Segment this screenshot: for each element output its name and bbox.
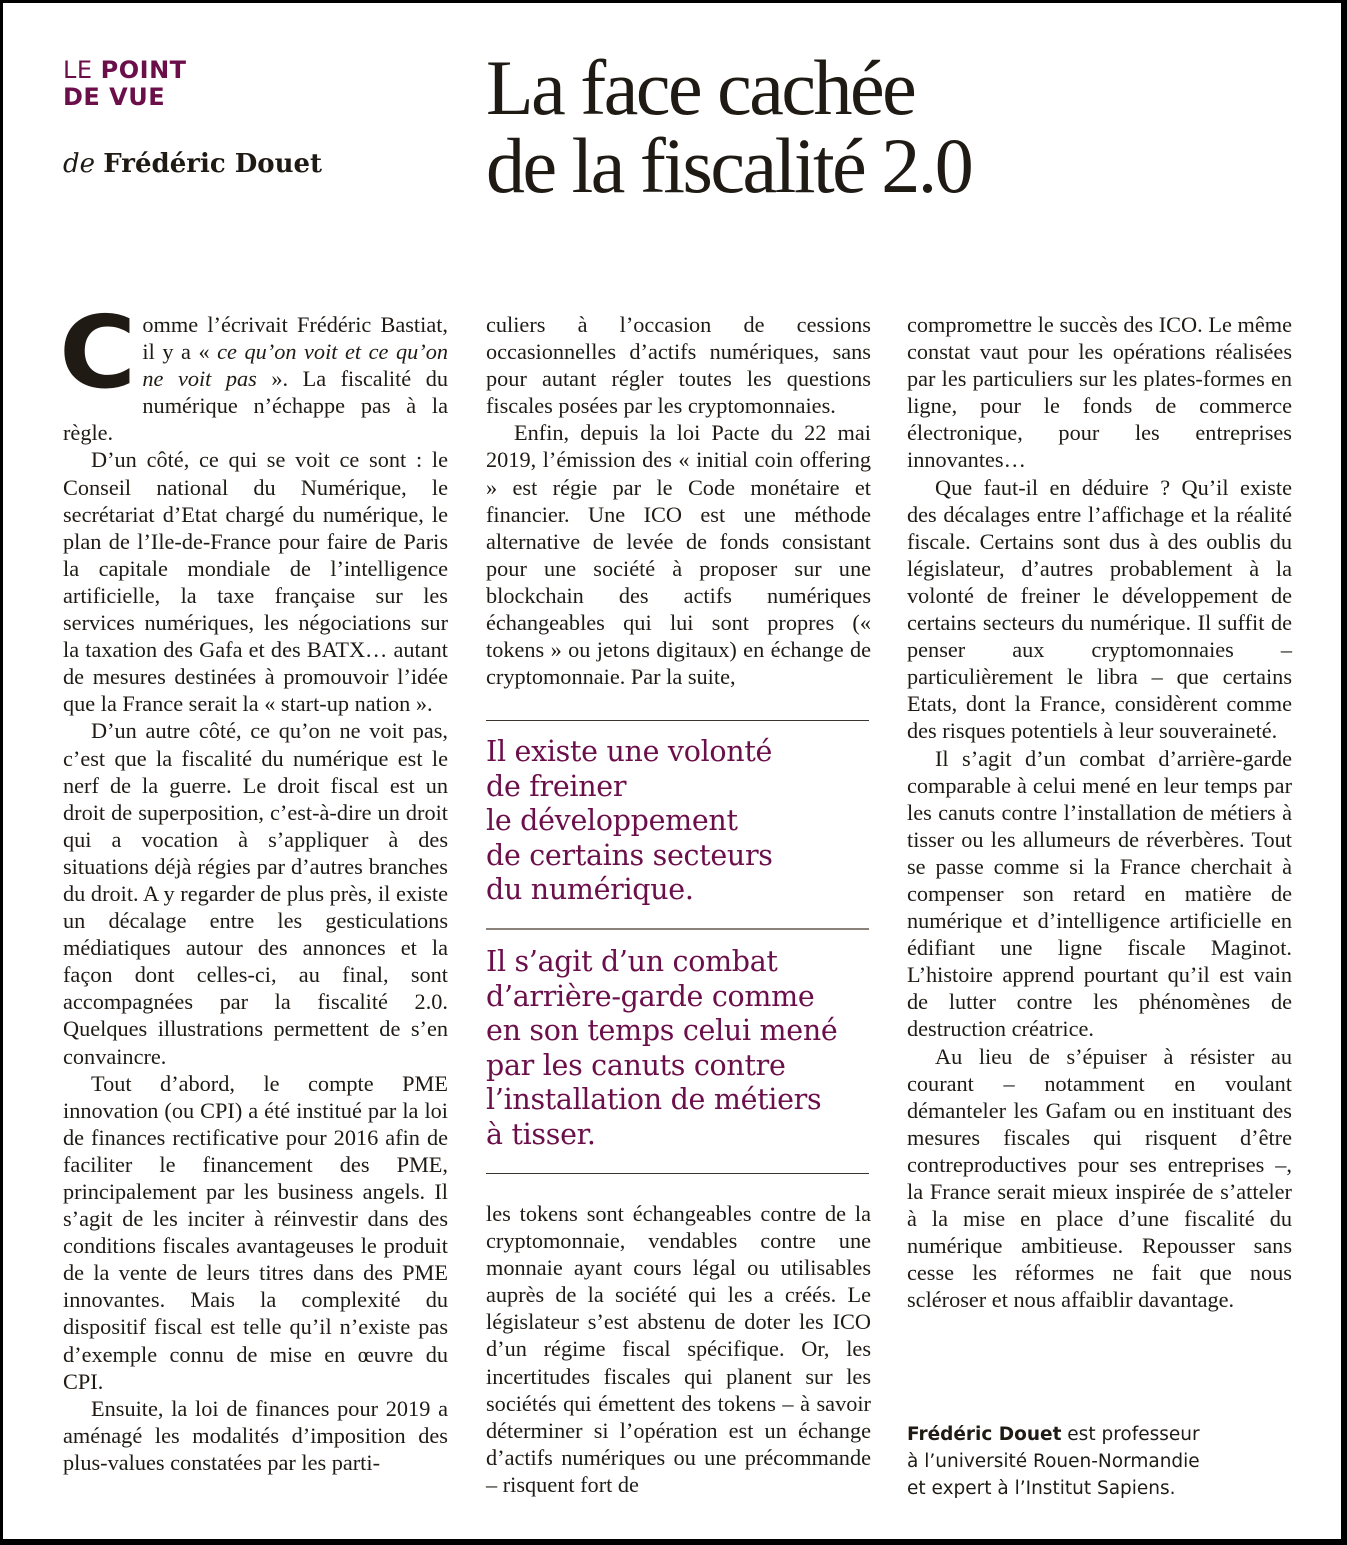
- bio-line-2: à l’université Rouen-Normandie: [907, 1451, 1200, 1472]
- quote-italic: ce qu’on voit et ce qu’on ne voit pas: [142, 339, 448, 392]
- headline-line-1: La face cachée: [486, 44, 915, 131]
- pull-quote-line: l’installation de métiers: [486, 1083, 822, 1116]
- paragraph: Enfin, depuis la loi Pacte du 22 mai 2019, l’émission des « initial coin offering » est régie par le Code monétaire et financier. Une ICO est une méthode alternative de levée de fonds consistant pour une société à proposer sur une blockchain des actifs numériques échangeables qui lui sont propres (« tokens » ou jetons digitaux) en échange de cryptomonnaie. Par la suite,: [486, 420, 871, 690]
- rubric-le: LE: [63, 56, 101, 84]
- bio-text: est professeur: [1061, 1424, 1200, 1445]
- byline-author: Frédéric Douet: [103, 149, 323, 179]
- paragraph: D’un autre côté, ce qu’on ne voit pas, c’est que la fiscalité du numérique est le nerf de la guerre. Le droit fiscal est un droit de superposition, c’est-à-dire un droit qui a vocation à s’appliquer à des situations déjà régies par d’autres branches du droit. A y regarder de plus près, il existe un décalage entre les gesticulations médiatiques autour des annonces et la façon dont celles-ci, au final, sont accompagnées par la fiscalité 2.0. Quelques illustrations permettent de s’en convaincre.: [63, 718, 448, 1069]
- paragraph: [59, 294, 448, 446]
- pull-quote-line: en son temps celui mené: [486, 1014, 838, 1047]
- article-column-2-bottom: [486, 1200, 871, 1498]
- pull-quote-line: de freiner: [486, 769, 627, 803]
- author-bio: [907, 1421, 1200, 1502]
- pull-quote-line: Il s’agit d’un combat: [486, 945, 778, 978]
- pull-quote-1: [486, 735, 869, 908]
- divider-rule: [486, 1173, 869, 1174]
- byline-prefix: de: [63, 149, 96, 179]
- paragraph-text: ». La fiscalité du numérique n’échappe pas à la règle.: [63, 366, 448, 446]
- headline: [486, 44, 972, 209]
- paragraph: les tokens sont échangeables contre de la cryptomonnaie, vendables contre une monnaie ayant cours légal ou utilisables auprès de la société qui les a créés. Le législateur s’est abstenu de doter les ICO d’un régime fiscal spécifique. Or, les incertitudes fiscales qui planent sur les sociétés qui émettent des tokens – à savoir déterminer si l’opération est un échange d’actifs numériques ou une précommande – risquent fort de: [486, 1201, 871, 1497]
- section-rubric: [63, 57, 187, 111]
- paragraph: Il s’agit d’un combat d’arrière-garde comparable à celui mené en leur temps par les canuts contre l’installation de métiers à tisser ou les allumeurs de réverbères. Tout se passe comme si la France cherchait à compenser son retard en matière de numérique et d’intelligence artificielle en édifiant une ligne fiscale Maginot. L’histoire apprend pourtant qu’il est vain de lutter contre les phénomènes de destruction créatrice.: [907, 745, 1292, 1042]
- divider-rule: [486, 928, 869, 930]
- article-column-3: [907, 311, 1292, 1313]
- bio-line-1: [907, 1421, 1200, 1448]
- byline: [63, 149, 322, 179]
- pull-quote-line: le développement: [486, 804, 738, 837]
- pull-quote-line: Il existe une volonté: [486, 735, 773, 768]
- rubric-line-2: DE VUE: [63, 83, 166, 111]
- drop-cap: C: [59, 294, 137, 411]
- headline-line-2: de la fiscalité 2.0: [486, 122, 972, 209]
- pull-quote-2: [486, 945, 869, 1152]
- rubric-line-1: [63, 57, 187, 84]
- paragraph: Tout d’abord, le compte PME innovation (ou CPI) a été institué par la loi de finances rectificative pour 2016 afin de faciliter le financement des PME, principalement par les business angels. Il s’agit de les inciter à réinvestir dans des conditions fiscales avantageuses le produit de la vente de leurs titres dans des PME innovantes. Mais la complexité du dispositif fiscal est telle qu’il n’existe pas d’exemple connu de mise en œuvre du CPI.: [63, 1070, 448, 1394]
- paragraph: compromettre le succès des ICO. Le même constat vaut pour les opérations réalisées par les particuliers sur les plates-formes en ligne, pour le fonds de commerce électronique, pour les entreprises innovantes…: [907, 312, 1292, 473]
- paragraph: D’un côté, ce qui se voit ce sont : le Conseil national du Numérique, le secrétariat d’Etat chargé du numérique, le plan de l’Ile-de-France pour faire de Paris la capitale mondiale de l’intelligence artificielle, la taxe française sur les services numériques, les négociations sur la taxation des Gafa et des BATX… autant de mesures destinées à promouvoir l’idée que la France serait la « start-up nation ».: [63, 447, 448, 717]
- bio-author-name: Frédéric Douet: [907, 1424, 1062, 1445]
- paragraph: Ensuite, la loi de finances pour 2019 a aménagé les modalités d’imposition des plus-values constatées par les parti-: [63, 1395, 448, 1475]
- paragraph: culiers à l’occasion de cessions occasionnelles d’actifs numériques, sans pour autant régler toutes les questions fiscales posées par les cryptomonnaies.: [486, 312, 871, 419]
- paragraph: Que faut-il en déduire ? Qu’il existe des décalages entre l’affichage et la réalité fiscale. Certains sont dus à des oublis du législateur, d’autres probablement à la volonté de freiner le développement de certains secteurs du numérique. Il suffit de penser aux cryptomonnaies – particulièrement le libra – que certains Etats, dont la France, considèrent comme des risques potentiels à leur souveraineté.: [907, 474, 1292, 744]
- bio-line-3: et expert à l’Institut Sapiens.: [907, 1478, 1176, 1499]
- pull-quote-line: du numérique.: [486, 873, 694, 906]
- rubric-point: POINT: [100, 56, 187, 84]
- paragraph-text: omme l’écrivait Frédéric Bastiat, il y a «: [142, 312, 448, 365]
- pull-quote-line: par les canuts contre: [486, 1048, 786, 1082]
- paragraph: Au lieu de s’épuiser à résister au courant – notamment en voulant démanteler les Gafam ou en instituant des mesures fiscales qui risquent d’être contreproductives pour ses entreprises –, la France serait mieux inspirée de s’atteler à la mise en place d’une fiscalité du numérique ambitieuse. Repousser sans cesse les réformes ne fait que nous scléroser et nous affaiblir davantage.: [907, 1043, 1292, 1313]
- divider-rule: [486, 720, 869, 721]
- article-column-2-top: [486, 311, 871, 690]
- pull-quote-line: d’arrière-garde comme: [486, 979, 815, 1013]
- article-column-1: [59, 294, 448, 1476]
- pull-quote-line: à tisser.: [486, 1117, 596, 1151]
- pull-quote-line: de certains secteurs: [486, 838, 773, 872]
